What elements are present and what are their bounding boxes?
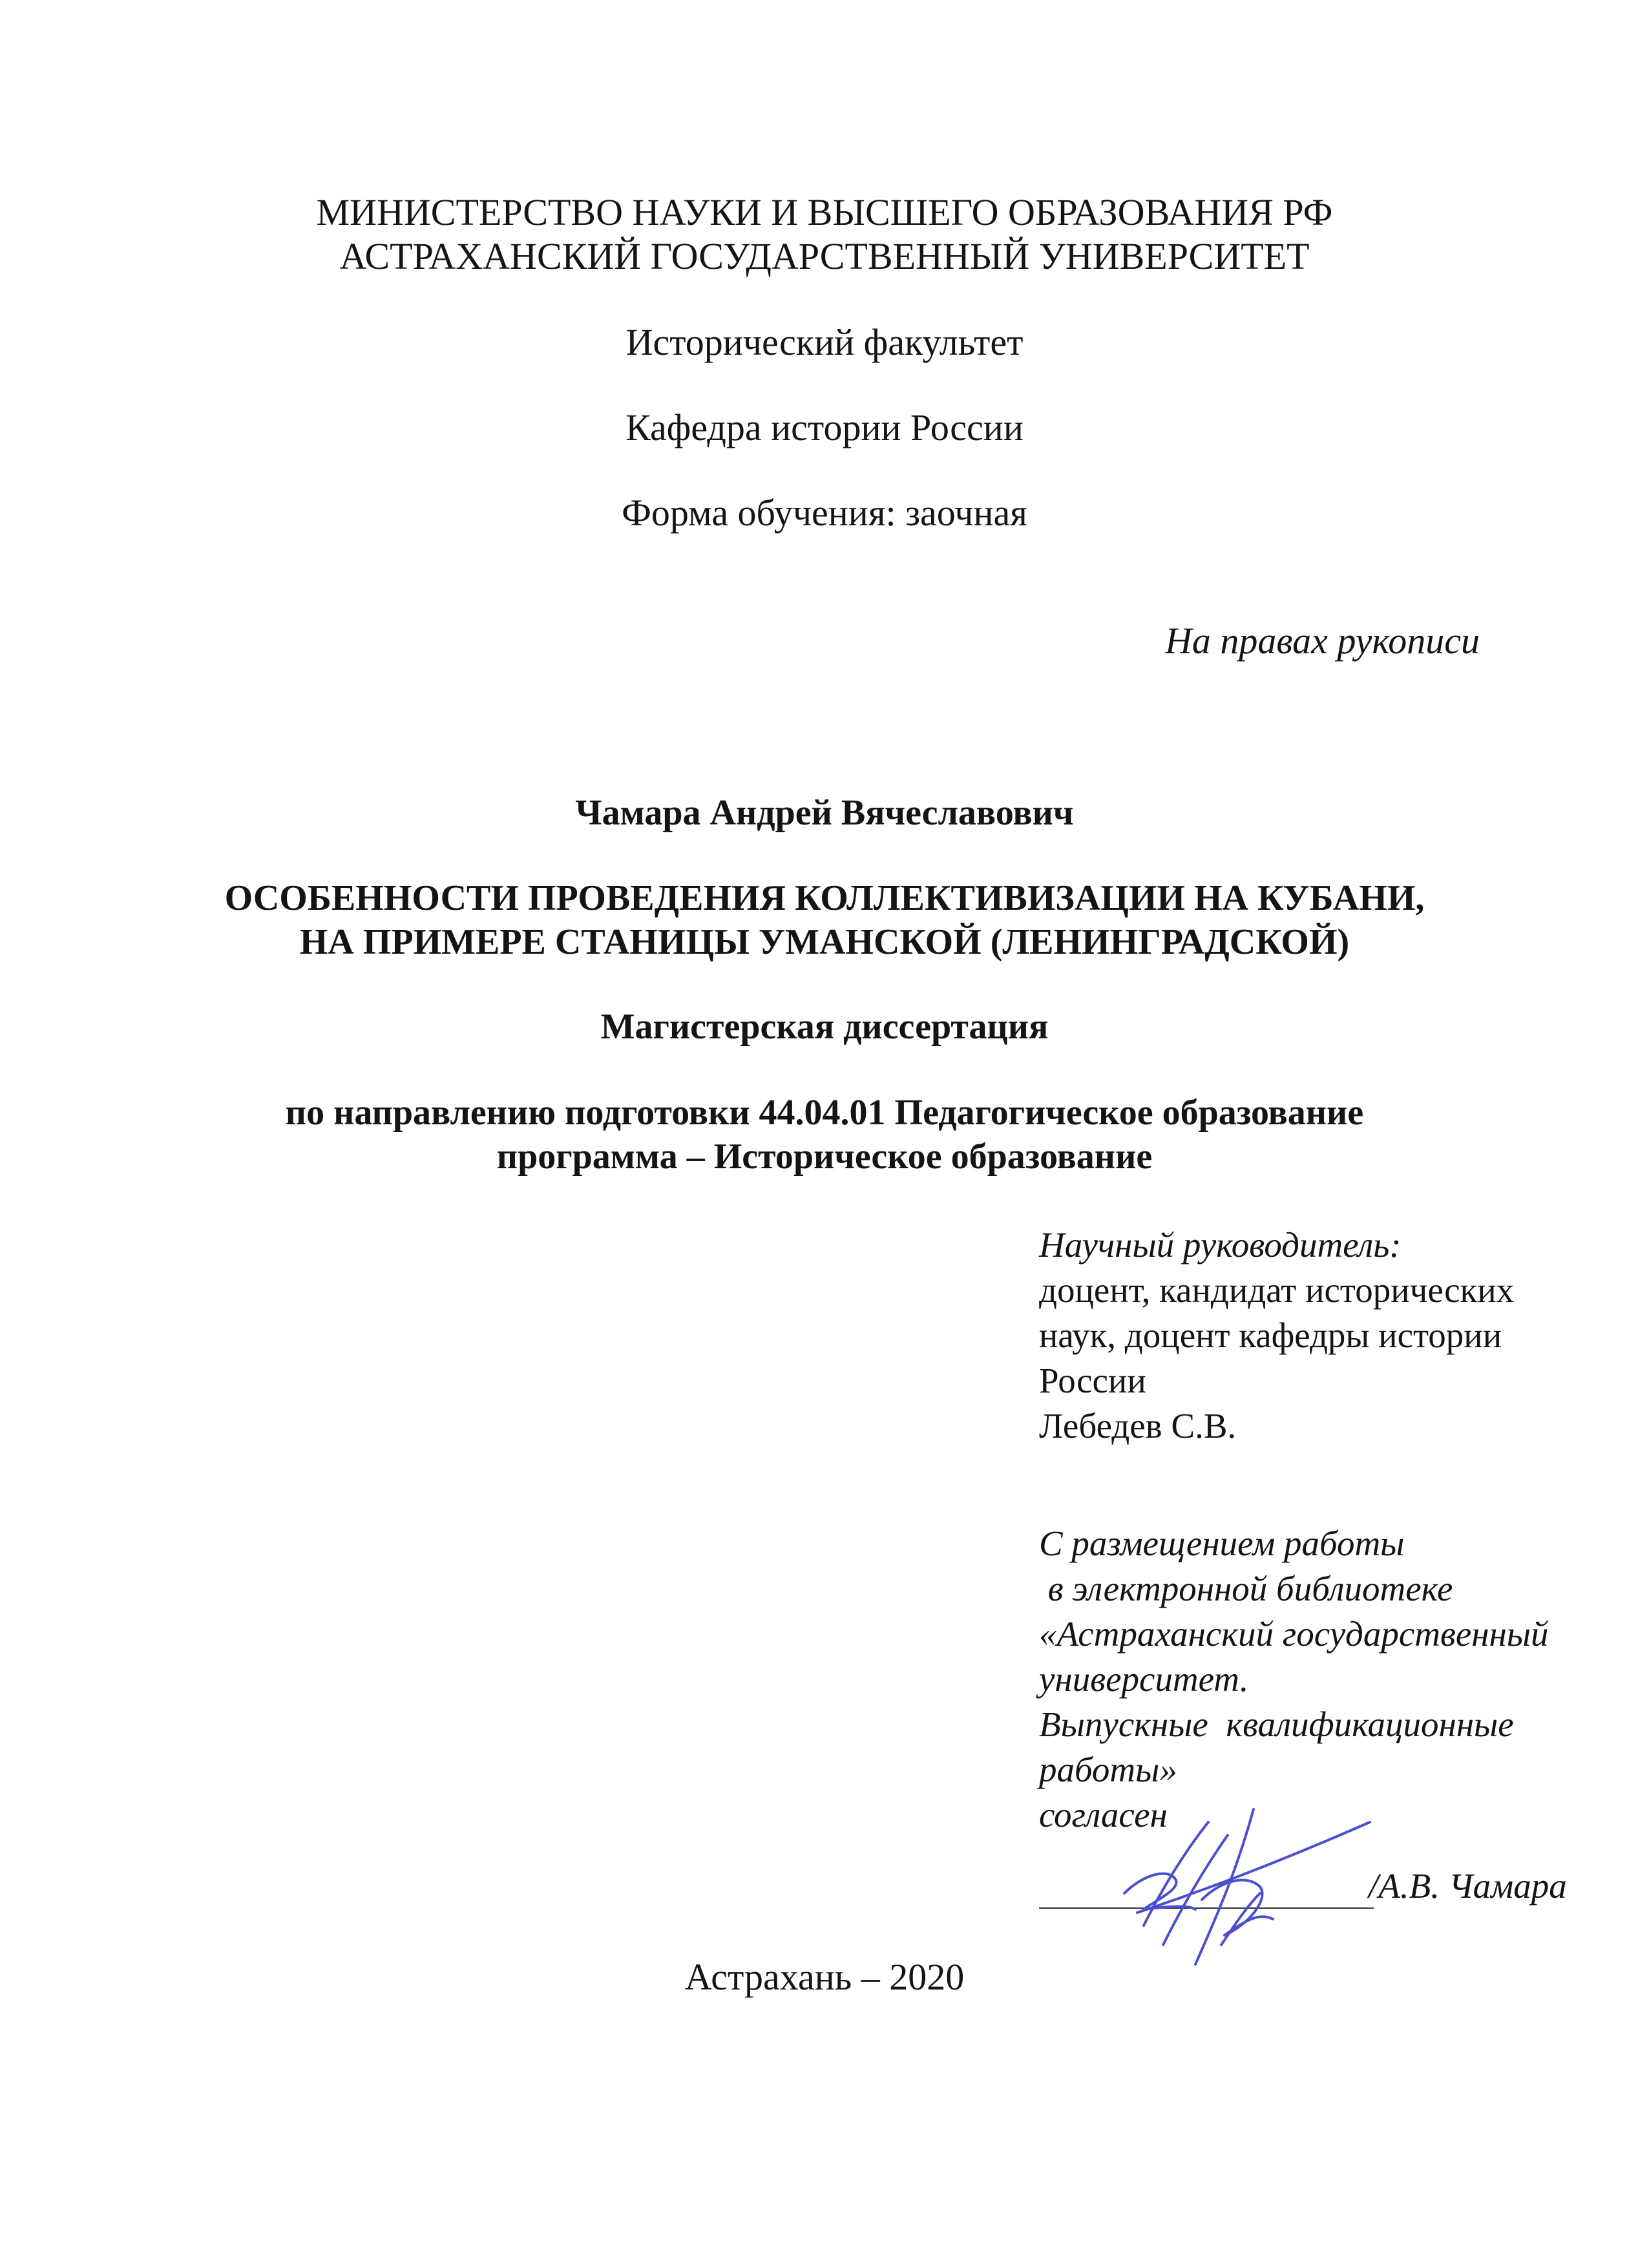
consent-block xyxy=(1039,1521,1608,1838)
consent-line-4: университет. xyxy=(1039,1659,1249,1699)
handwritten-signature xyxy=(1098,1796,1376,1971)
consent-line-6: работы» xyxy=(1039,1750,1177,1789)
supervisor-label: Научный руководитель: xyxy=(1039,1225,1402,1265)
ministry-name: МИНИСТЕРСТВО НАУКИ И ВЫСШЕГО ОБРАЗОВАНИЯ РФ xyxy=(316,191,1333,233)
department-name: Кафедра истории России xyxy=(625,406,1024,448)
direction-line-2: программа – Историческое образование xyxy=(496,1137,1153,1177)
thesis-title-line-2: НА ПРИМЕРЕ СТАНИЦЫ УМАНСКОЙ (ЛЕНИНГРАДСКОЙ) xyxy=(299,922,1350,962)
work-type: Магистерская диссертация xyxy=(600,1007,1049,1047)
signer-name: /А.В. Чамара xyxy=(1369,1866,1567,1906)
thesis-title-line-1: ОСОБЕННОСТИ ПРОВЕДЕНИЯ КОЛЛЕКТИВИЗАЦИИ НА КУБАНИ, xyxy=(224,878,1425,918)
city-year: Астрахань – 2020 xyxy=(684,1956,965,1998)
consent-line-2: в электронной библиотеке xyxy=(1039,1569,1453,1608)
study-form: Форма обучения: заочная xyxy=(622,492,1027,534)
university-name: АСТРАХАНСКИЙ ГОСУДАРСТВЕННЫЙ УНИВЕРСИТЕТ xyxy=(339,235,1310,277)
supervisor-line-2: наук, доцент кафедры истории xyxy=(1039,1316,1502,1355)
author-name: Чамара Андрей Вячеславович xyxy=(575,793,1074,833)
consent-line-3: «Астраханский государственный xyxy=(1039,1614,1549,1654)
supervisor-name: Лебедев С.В. xyxy=(1039,1406,1237,1445)
direction-line-1: по направлению подготовки 44.04.01 Педагогическое образование xyxy=(285,1093,1364,1133)
supervisor-line-3: России xyxy=(1039,1361,1146,1400)
consent-line-7: согласен xyxy=(1039,1795,1168,1834)
supervisor-line-1: доцент, кандидат исторических xyxy=(1039,1270,1515,1310)
consent-line-1: С размещением работы xyxy=(1039,1524,1405,1563)
supervisor-block xyxy=(1039,1223,1608,1449)
faculty-name: Исторический факультет xyxy=(625,321,1024,363)
consent-line-5: Выпускные квалификационные xyxy=(1039,1705,1514,1744)
manuscript-note: На правах рукописи xyxy=(1164,620,1480,662)
